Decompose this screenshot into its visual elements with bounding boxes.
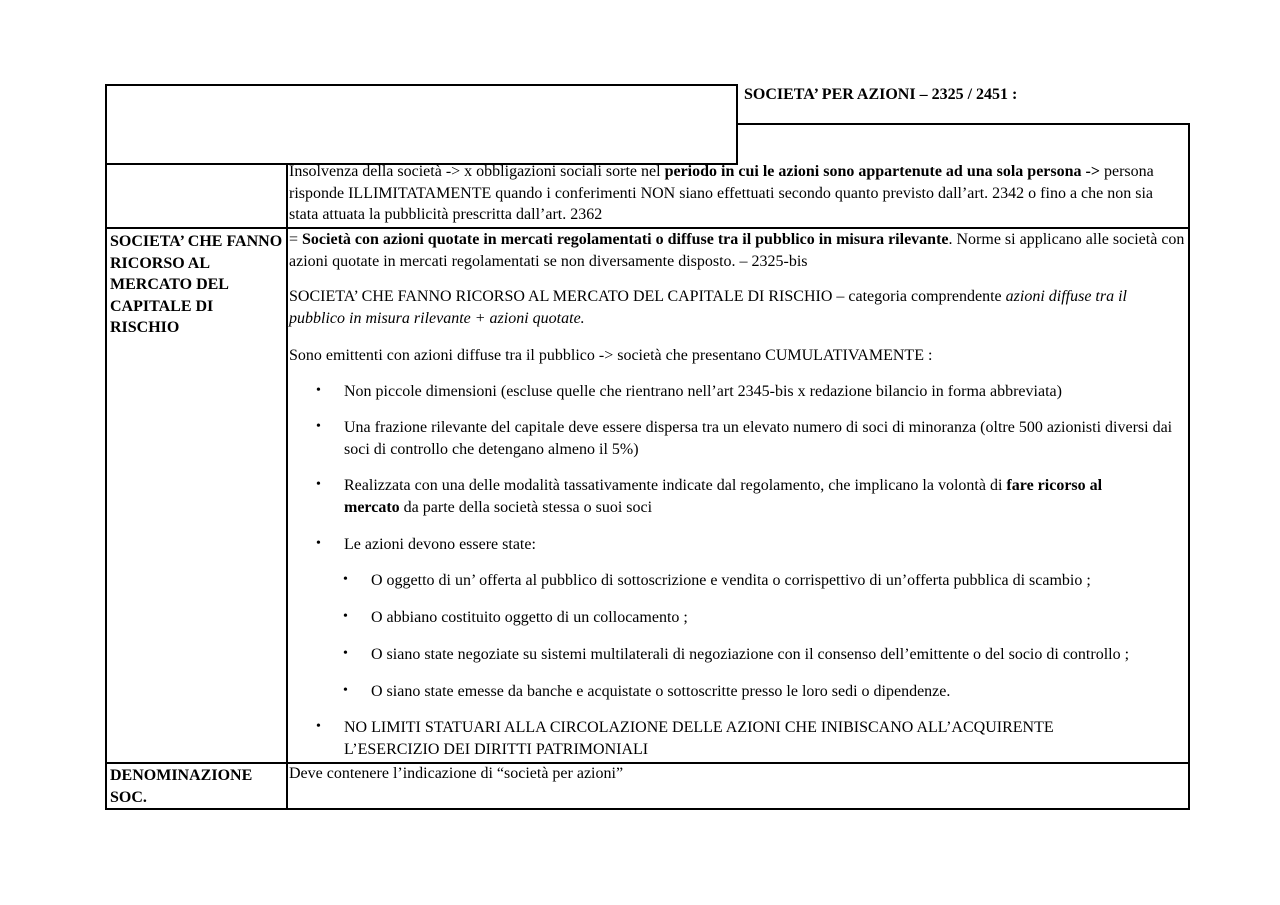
rischio-p1-bold: Società con azioni quotate in mercati regolamentati o diffuse tra il pubblico in misura rilevante xyxy=(302,231,949,248)
rischio-p2 xyxy=(287,286,1187,329)
rischio-p1-c: . Norme si applicano alle società con azioni quotate in mercati regolamentati se non diversamente disposto. – 2325-bis xyxy=(289,231,1185,270)
denominazione-label: DENOMINAZIONE SOC. xyxy=(110,767,253,806)
bullet-item-3-bold: fare ricorso al mercato xyxy=(344,477,1103,516)
bullet-icon: • xyxy=(316,419,321,434)
unipersonale-text-a: Insolvenza della società -> x obbligazioni sociali sorte nel xyxy=(289,163,665,180)
rischio-p2-italic: azioni diffuse tra il pubblico in misura rilevante + azioni quotate. xyxy=(289,288,1127,327)
bullet-icon: • xyxy=(316,719,321,734)
denominazione-text: Deve contenere l’indicazione di “società per azioni” xyxy=(289,765,624,782)
bullet-item-1: Non piccole dimensioni (escluse quelle che rientrano nell’art 2345-bis x redazione bilancio in forma abbreviata) xyxy=(344,383,1062,400)
header-empty-box xyxy=(105,84,738,165)
rischio-p1 xyxy=(287,229,1187,272)
bullet-icon: • xyxy=(316,383,321,398)
sub-bullet-item-3: O siano state negoziate su sistemi multilaterali di negoziazione con il consenso dell’emittente o del socio di controllo ; xyxy=(371,646,1130,663)
rischio-p1-a: = xyxy=(289,231,303,248)
bullet-item-2: Una frazione rilevante del capitale deve essere dispersa tra un elevato numero di soci di minoranza (oltre 500 azionisti diversi dai soci di controllo che detengano almeno il 5%) xyxy=(344,419,1173,458)
rischio-p3: Sono emittenti con azioni diffuse tra il pubblico -> società che presentano CUMULATIVAMENTE : xyxy=(289,347,933,364)
sub-bullet-item-2: O abbiano costituito oggetto di un collocamento ; xyxy=(371,609,688,626)
bullet-icon: • xyxy=(316,477,321,492)
bullet-item-3-a: Realizzata con una delle modalità tassativamente indicate dal regolamento, che implicano la volontà di xyxy=(344,477,1007,494)
bullet-item-3 xyxy=(344,475,1144,518)
bullet-item-5: NO LIMITI STATUARI ALLA CIRCOLAZIONE DELLE AZIONI CHE INIBISCANO ALL’ACQUIRENTE L’ESERCIZIO DEI DIRITTI PATRIMONIALI xyxy=(344,719,1054,758)
bullet-icon: • xyxy=(316,536,321,551)
sub-bullet-icon: • xyxy=(343,646,348,661)
sub-bullet-icon: • xyxy=(343,572,348,587)
sub-bullet-icon: • xyxy=(343,609,348,624)
unipersonale-text-c: persona risponde ILLIMITATAMENTE quando i conferimenti NON siano effettuati secondo quanto previsto dall’art. 2342 o fino a che non sia stata attuata la pubblicità prescritta dall’art. 2362 xyxy=(289,163,1154,223)
sub-bullet-item-1: O oggetto di un’ offerta al pubblico di sottoscrizione e vendita o corrispettivo di un’offerta pubblica di scambio ; xyxy=(371,572,1091,589)
page-title: SOCIETA’ PER AZIONI – 2325 / 2451 : xyxy=(744,86,1018,103)
sub-bullet-icon: • xyxy=(343,683,348,698)
bullet-item-3-c: da parte della società stessa o suoi soci xyxy=(399,498,653,516)
sub-bullet-item-4: O siano state emesse da banche e acquistate o sottoscritte presso le loro sedi o dipendenze. xyxy=(371,683,951,700)
unipersonale-text xyxy=(287,161,1187,226)
rischio-p2-a: SOCIETA’ CHE FANNO RICORSO AL MERCATO DEL CAPITALE DI RISCHIO – categoria comprendente xyxy=(289,288,1006,305)
rischio-label: SOCIETA’ CHE FANNO RICORSO AL MERCATO DEL CAPITALE DI RISCHIO xyxy=(110,233,283,336)
bullet-item-4: Le azioni devono essere state: xyxy=(344,536,536,553)
unipersonale-text-bold: periodo in cui le azioni sono appartenute ad una sola persona -> xyxy=(664,163,1100,180)
header-right-box xyxy=(736,123,1190,165)
